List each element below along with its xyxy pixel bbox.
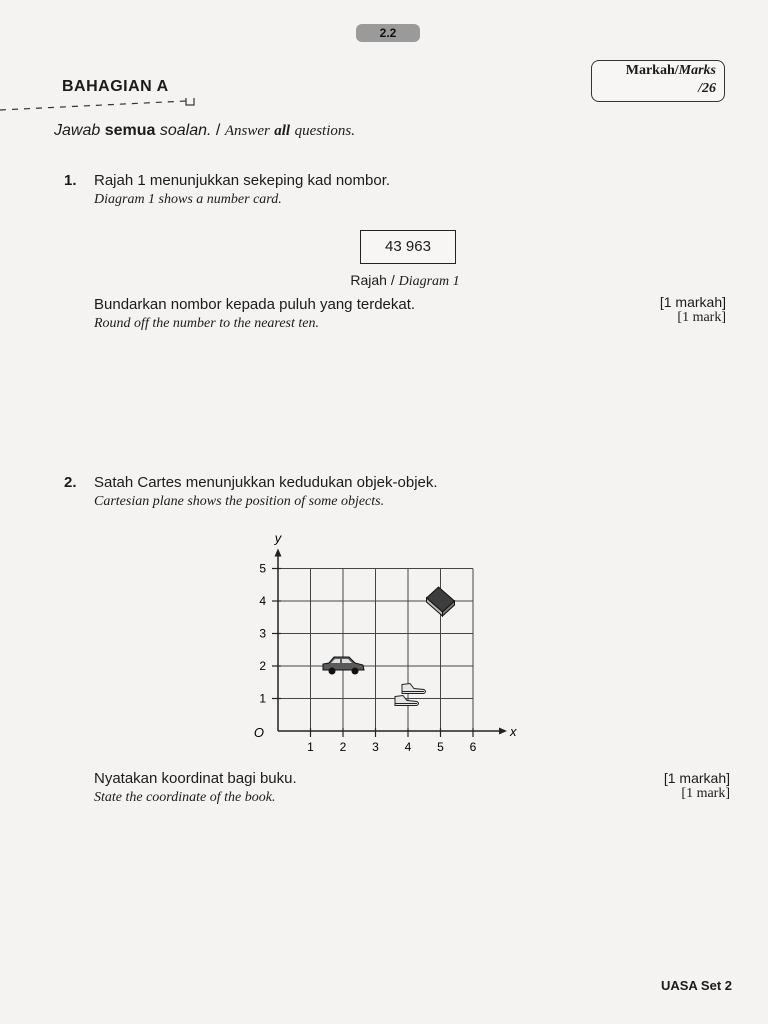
y-axis-label: y [274,530,282,546]
y-tick-label: 3 [259,626,266,641]
question-1-stem-ms: Rajah 1 menunjukkan sekeping kad nombor. [94,172,391,189]
question-2-stem-en: Cartesian plane shows the position of some objects. [94,494,385,509]
question-2-number: 2. [64,474,77,491]
question-1-task-ms: Bundarkan nombor kepada puluh yang terdekat. [94,296,416,313]
x-tick-label: 2 [339,740,347,754]
question-1-stem-en: Diagram 1 shows a number card. [94,192,282,207]
question-2-stem-ms: Satah Cartes menunjukkan kedudukan objek-objek. [94,474,438,491]
x-tick-label: 3 [372,740,379,754]
x-axis-label: x [510,724,517,739]
y-tick-label: 5 [259,561,266,576]
page-number-tag: 2.2 [356,24,420,42]
marks-total: /26 [698,81,716,96]
section-title: BAHAGIAN A [62,78,169,95]
footer-set-label: UASA Set 2 [660,978,732,993]
origin-label: O [253,725,264,740]
question-1-marks: [1 markah] [1 mark] [659,294,726,325]
y-tick-label: 2 [259,659,266,673]
y-tick-label: 1 [259,691,266,706]
cartesian-plane [240,528,530,760]
x-tick-label: 6 [469,740,477,754]
question-2-task-ms: Nyatakan koordinat bagi buku. [94,770,297,787]
shoes-icon [395,684,426,706]
x-tick-label: 4 [404,740,412,754]
y-tick-label: 4 [259,594,266,608]
question-1-number: 1. [64,172,77,189]
marks-box [591,60,725,102]
x-axis-arrow [499,728,507,735]
book-icon [427,587,455,616]
instructions: Jawab semua soalan. / Answer all questions. [54,122,355,139]
question-2-marks: [1 markah] [1 mark] [663,770,730,801]
diagram-1-caption: Rajah / Diagram 1 [350,272,460,289]
x-tick-label: 1 [307,740,314,754]
x-tick-label: 5 [437,740,444,754]
marks-label: Markah/Marks [625,63,716,78]
question-1-task-en: Round off the number to the nearest ten. [94,316,319,331]
number-card: 43 963 [360,230,456,264]
y-axis-arrow [275,549,282,557]
dashed-connector [0,98,196,112]
question-2-task-en: State the coordinate of the book. [94,790,276,805]
